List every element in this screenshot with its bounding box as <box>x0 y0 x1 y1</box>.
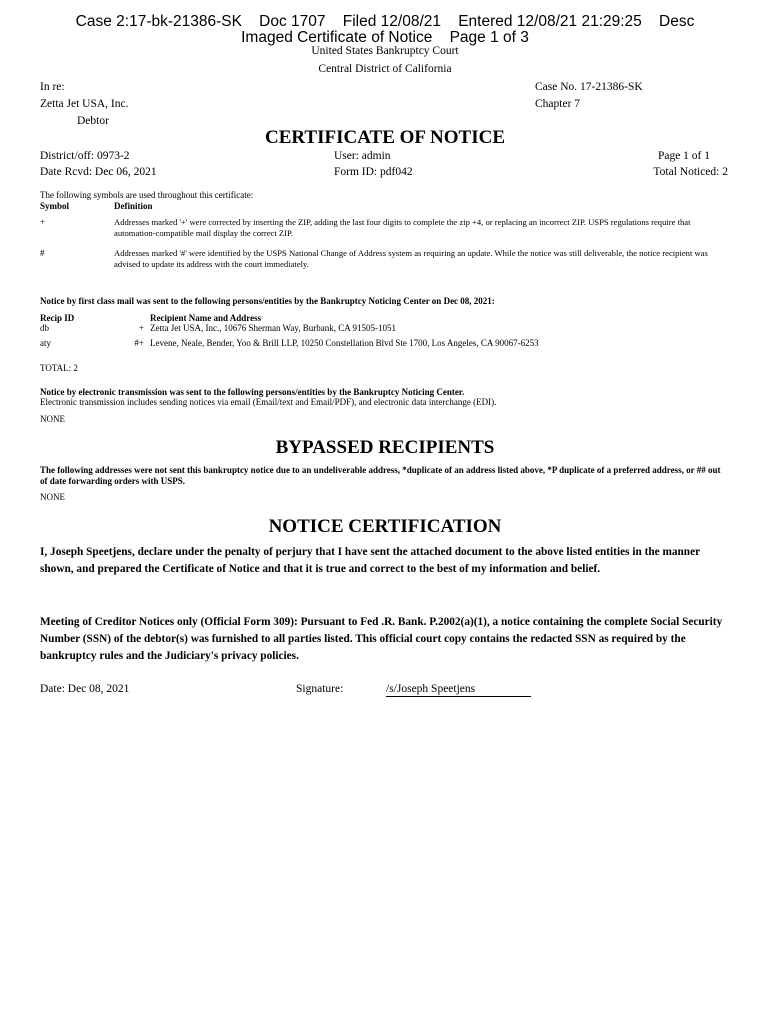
signature: /s/Joseph Speetjens <box>386 683 531 697</box>
definition-column-header: Definition <box>114 201 153 211</box>
recip-id: aty <box>40 338 51 348</box>
user: User: admin <box>334 150 391 162</box>
meeting-of-creditors-notice: Meeting of Creditor Notices only (Official Form 309): Pursuant to Fed .R. Bank. P.2002(a)(1), a notice containing the complete Social Security Number (SSN) of the debtor(s) was furnished to all parties listed. This official court copy contains the redacted SSN as required by the bankruptcy rules and the Judiciary's privacy policies. <box>40 616 723 662</box>
certification-title: NOTICE CERTIFICATION <box>268 516 502 537</box>
recip-id-header: Recip ID <box>40 313 75 323</box>
debtor-name: Zetta Jet USA, Inc. <box>40 98 129 110</box>
symbol-hash-definition: Addresses marked '#' were identified by the USPS National Change of Address system as requiring an update. While the notice was still deliverable, the notice recipient was advised to update its address with the court immediately. <box>114 248 708 269</box>
symbol-hash: # <box>40 248 45 258</box>
case-stamp-line2: Imaged Certificate of Notice Page 1 of 3 <box>241 29 529 46</box>
electronic-notice-subheading: Electronic transmission includes sending notices via email (Email/text and Email/PDF), and electronic data interchange (EDI). <box>40 397 497 407</box>
recip-mark: + <box>138 323 144 333</box>
court-district: Central District of California <box>318 63 452 75</box>
recip-address: Levene, Neale, Bender, Yoo & Brill LLP, 10250 Constellation Blvd Ste 1700, Los Angeles, CA 90067-6253 <box>150 338 539 348</box>
symbol-plus: + <box>40 217 46 227</box>
certification-date: Date: Dec 08, 2021 <box>40 683 130 695</box>
form-id: Form ID: pdf042 <box>334 166 413 178</box>
recip-mark: #+ <box>134 338 144 348</box>
in-re-label: In re: <box>40 81 65 93</box>
recipient-name-header: Recipient Name and Address <box>150 313 262 323</box>
certification-declaration: I, Joseph Speetjens, declare under the penalty of perjury that I have sent the attached document to the above listed entities in the manner shown, and prepared the Certificate of Notice and that it is true and correct to the best of my information and belief. <box>40 546 700 575</box>
date-received: Date Rcvd: Dec 06, 2021 <box>40 166 157 178</box>
chapter: Chapter 7 <box>535 98 581 110</box>
case-stamp-line1: Case 2:17-bk-21386-SK Doc 1707 Filed 12/08/21 Entered 12/08/21 21:29:25 Desc <box>75 13 695 30</box>
bypassed-title: BYPASSED RECIPIENTS <box>275 437 495 458</box>
symbol-plus-definition: Addresses marked '+' were corrected by inserting the ZIP, adding the last four digits to complete the zip +4, or replacing an incorrect ZIP. USPS regulations require that automation-compatible mail display the correct ZIP. <box>114 217 691 238</box>
bypassed-none: NONE <box>40 492 65 502</box>
recip-address: Zetta Jet USA, Inc., 10676 Sherman Way, Burbank, CA 91505-1051 <box>150 323 396 333</box>
signature-label: Signature: <box>296 683 344 695</box>
case-number: Case No. 17-21386-SK <box>535 81 643 93</box>
debtor-label: Debtor <box>77 115 109 127</box>
document-title: CERTIFICATE OF NOTICE <box>264 127 506 148</box>
page-count: Page 1 of 1 <box>657 150 710 162</box>
mail-total: TOTAL: 2 <box>40 363 78 373</box>
mail-notice-heading: Notice by first class mail was sent to the following persons/entities by the Bankruptcy Noticing Center on Dec 08, 2021: <box>40 296 495 306</box>
total-noticed: Total Noticed: 2 <box>653 166 728 178</box>
symbols-intro: The following symbols are used throughout this certificate: <box>40 190 254 200</box>
electronic-none: NONE <box>40 414 65 424</box>
electronic-notice-heading: Notice by electronic transmission was sent to the following persons/entities by the Bankruptcy Noticing Center. <box>40 387 465 397</box>
court-name: United States Bankruptcy Court <box>311 45 459 57</box>
recip-id: db <box>40 323 49 333</box>
symbol-column-header: Symbol <box>40 201 70 211</box>
district-office: District/off: 0973-2 <box>40 150 130 162</box>
bypassed-text: The following addresses were not sent this bankruptcy notice due to an undeliverable address, *duplicate of an address listed above, *P duplicate of a preferred address, or ## out of date forwarding orders with USPS. <box>40 465 721 486</box>
